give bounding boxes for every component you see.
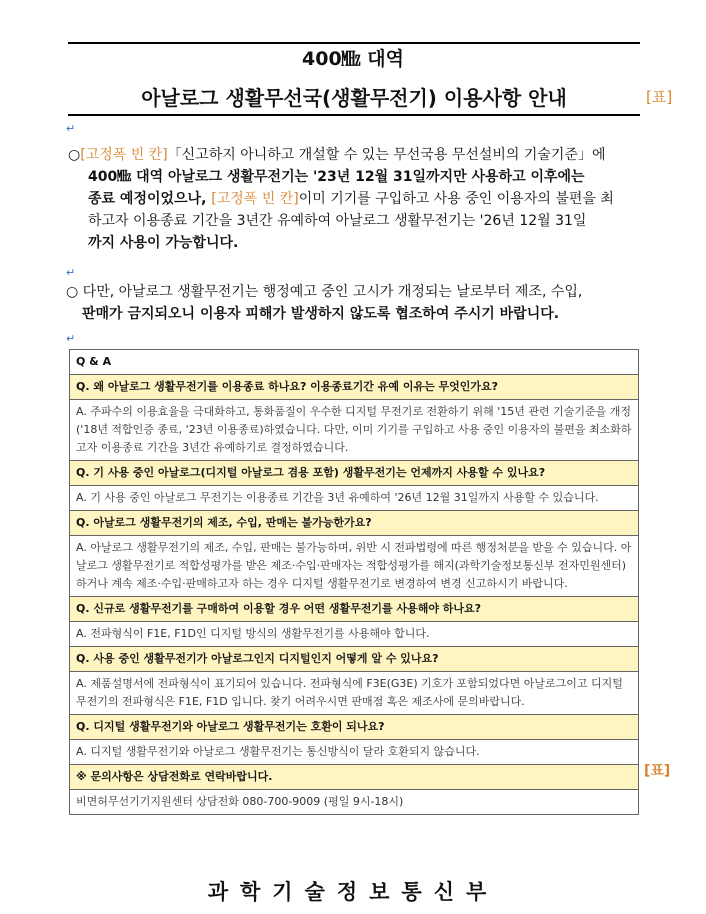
- table-tag-side: [표]: [644, 763, 671, 779]
- qa-answer-row: [70, 790, 639, 815]
- qa-table: [69, 349, 639, 815]
- p1-line1: 「신고하지 아니하고 개설할 수 있는 무선국용 무선설비의 기술기준」에: [167, 147, 606, 163]
- question-text[interactable]: Q. 왜 아날로그 생활무전기를 이용종료 하나요? 이용종료기간 유예 이유는 무엇인가요?: [70, 375, 639, 400]
- question-text[interactable]: Q. 기 사용 중인 아날로그(디지털 아날로그 겸용 포함) 생활무전기는 언제까지 사용할 수 있나요?: [70, 461, 639, 486]
- qa-question-row: [70, 765, 639, 790]
- qa-answer-row: [70, 622, 639, 647]
- title-line-1: 400㎒ 대역: [302, 48, 404, 70]
- answer-text[interactable]: 비면허무선기기지원센터 상담전화 080-700-9009 (평일 9시-18시): [70, 790, 639, 815]
- p2-line1: 다만, 아날로그 생활무전기는 행정예고 중인 고시가 개정되는 날로부터 제조, 수입,: [82, 284, 583, 300]
- qa-answer-row: [70, 536, 639, 597]
- title-line-2: 아날로그 생활무선국(생활무전기) 이용사항 안내: [68, 82, 640, 116]
- qa-question-row: [70, 647, 639, 672]
- fixed-width-field[interactable]: [고정폭 빈 칸]: [80, 147, 168, 163]
- qa-question-row: [70, 511, 639, 536]
- paragraph-mark-icon: ↵: [66, 332, 76, 345]
- bullet: ○: [68, 147, 81, 163]
- fixed-width-field-2[interactable]: [고정폭 빈 칸]: [211, 191, 299, 207]
- paragraph-2: [66, 281, 706, 325]
- qa-answer-row: [70, 740, 639, 765]
- qa-header-cell[interactable]: Q & A: [70, 350, 639, 375]
- question-text[interactable]: Q. 아날로그 생활무전기의 제조, 수입, 판매는 불가능한가요?: [70, 511, 639, 536]
- p2-line2: 판매가 금지되오니 이용자 피해가 발생하지 않도록 협조하여 주시기 바랍니다.: [82, 306, 560, 322]
- paragraph-mark-icon: ↵: [66, 122, 76, 135]
- paragraph-mark-icon: ↵: [66, 266, 76, 279]
- qa-question-row: [70, 375, 639, 400]
- question-text[interactable]: Q. 신규로 생활무전기를 구매하여 이용할 경우 어떤 생활무전기를 사용해야 하나요?: [70, 597, 639, 622]
- qa-table-header: [70, 350, 639, 375]
- bullet: ○: [66, 284, 79, 300]
- qa-question-row: [70, 597, 639, 622]
- qa-question-row: [70, 715, 639, 740]
- p1-line3-start: 종료 예정이었으나,: [88, 191, 212, 207]
- qa-answer-row: [70, 672, 639, 715]
- question-text[interactable]: Q. 디지털 생활무전기와 아날로그 생활무전기는 호환이 되나요?: [70, 715, 639, 740]
- qa-question-row: [70, 461, 639, 486]
- paragraph-1: [68, 144, 706, 254]
- answer-text[interactable]: A. 제품설명서에 전파형식이 표기되어 있습니다. 전파형식에 F3E(G3E) 기호가 포함되었다면 아날로그이고 디지털 무전기의 전파형식은 F1E, F1D 입니다. 찾기 어려우시면 판매점 혹은 제조사에 문의바랍니다.: [70, 672, 639, 715]
- qa-answer-row: [70, 486, 639, 511]
- p1-line5: 까지 사용이 가능합니다.: [88, 235, 239, 251]
- answer-text[interactable]: A. 전파형식이 F1E, F1D인 디지털 방식의 생활무전기를 사용해야 합니다.: [70, 622, 639, 647]
- table-tag-top: [표]: [646, 88, 673, 106]
- p1-line4: 하고자 이용종료 기간을 3년간 유예하여 아날로그 생활무전기는 '26년 12월 31일: [88, 213, 587, 229]
- answer-text[interactable]: A. 주파수의 이용효율을 극대화하고, 통화품질이 우수한 디지털 무전기로 전환하기 위해 '15년 관련 기술기준을 개정('18년 적합인증 종료, '23년 이용종료)하였습니다. 다만, 이미 기기를 구입하고 사용 중인 이용자의 불편을 최소화하고자 이용종료 기간을 3년간 유예하기로 결정하였습니다.: [70, 400, 639, 461]
- p1-line3-end: 이미 기기를 구입하고 사용 중인 이용자의 불편을 최: [298, 191, 614, 207]
- answer-text[interactable]: A. 디지털 생활무전기와 아날로그 생활무전기는 통신방식이 달라 호환되지 않습니다.: [70, 740, 639, 765]
- question-text[interactable]: Q. 사용 중인 생활무전기가 아날로그인지 디지털인지 어떻게 알 수 있나요?: [70, 647, 639, 672]
- question-text[interactable]: ※ 문의사항은 상담전화로 연락바랍니다.: [70, 765, 639, 790]
- qa-answer-row: [70, 400, 639, 461]
- answer-text[interactable]: A. 기 사용 중인 아날로그 무전기는 이용종료 기간을 3년 유예하여 '26년 12월 31일까지 사용할 수 있습니다.: [70, 486, 639, 511]
- answer-text[interactable]: A. 아날로그 생활무전기의 제조, 수입, 판매는 불가능하며, 위반 시 전파법령에 따른 행정처분을 받을 수 있습니다. 아날로그 생활무전기로 적합성평가를 받은 제조·수입·판매자는 적합성평가를 해지(과학기술정보통신부 전자민원센터)하거나 계속 제조·수입·판매하고자 하는 경우 디지털 생활무전기로 변경하여 변경 신고하시기 바랍니다.: [70, 536, 639, 597]
- p1-line2: 400㎒ 대역 아날로그 생활무전기는 '23년 12월 31일까지만 사용하고 이후에는: [88, 169, 585, 185]
- footer-ministry: 과학기술정보통신부: [207, 879, 499, 904]
